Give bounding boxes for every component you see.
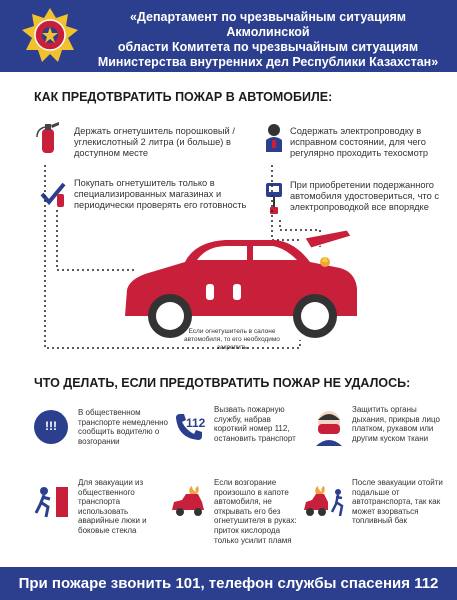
car-note: Если огнетушитель в салоне автомобиля, то его необходимо закрепить <box>184 328 280 351</box>
footer-emergency-numbers: При пожаре звонить 101, телефон службы спасения 112 <box>0 567 457 600</box>
header-title <box>88 10 448 70</box>
step-notify-driver: В общественном транспорте немедленно сообщить водителю о возгорании <box>78 408 168 446</box>
emergency-exit-icon <box>34 485 70 519</box>
face-mask-icon <box>312 408 346 446</box>
alert-badge-text: !!! <box>45 419 57 433</box>
header-line: области Комитета по чрезвычайным ситуациям <box>117 40 419 54</box>
step-move-away: После эвакуации отойти подальше от автотранспорта, так как может взорваться топливный бак <box>352 478 443 526</box>
step-call-fire-service: Вызвать пожарную службу, набрав короткий номер 112, остановить транспорт <box>214 405 296 443</box>
header-line: «Департамент по чрезвычайным ситуациям Акмолинской <box>130 10 406 39</box>
section-title-prevent: КАК ПРЕДОТВРАТИТЬ ПОЖАР В АВТОМОБИЛЕ: <box>34 90 333 104</box>
run-from-fire-icon <box>302 486 346 518</box>
tip-used-car: При приобретении подержанного автомобиля удостовериться, что с электропроводкой все впорядке <box>290 180 439 212</box>
section-title-actions: ЧТО ДЕЛАТЬ, ЕСЛИ ПРЕДОТВРАТИТЬ ПОЖАР НЕ УДАЛОСЬ: <box>34 376 411 390</box>
tip-buy-extinguisher: Покупать огнетушитель только в специализированных магазинах и периодически проверять его готовность <box>74 178 247 210</box>
step-protect-breathing: Защитить органы дыхания, прикрыв лицо платком, рукавом или другим куском ткани <box>352 405 440 443</box>
emergency-emblem-icon <box>20 6 80 66</box>
step-do-not-open-hood: Если возгорание произошло в капоте автомобиля, не открывать его без огнетушителя в руках: приток кислорода только усилит пламя <box>214 478 297 545</box>
tip-extinguisher: Держать огнетушитель порошковый /углекислотный 2 литра (и больше) в доступном месте <box>74 126 235 158</box>
tip-wiring: Содержать электропроводку в исправном состоянии, для чего регулярно проходить техосмотр <box>290 126 429 158</box>
header-line: Министерства внутренних дел Республики Казахстан» <box>97 55 439 69</box>
car-fire-icon <box>170 486 206 518</box>
header-banner <box>0 0 457 72</box>
step-evacuate-hatches: Для эвакуации из общественного транспорта использовать аварийные люки и боковые стекла <box>78 478 147 535</box>
phone-number-badge: 112 <box>186 416 206 430</box>
